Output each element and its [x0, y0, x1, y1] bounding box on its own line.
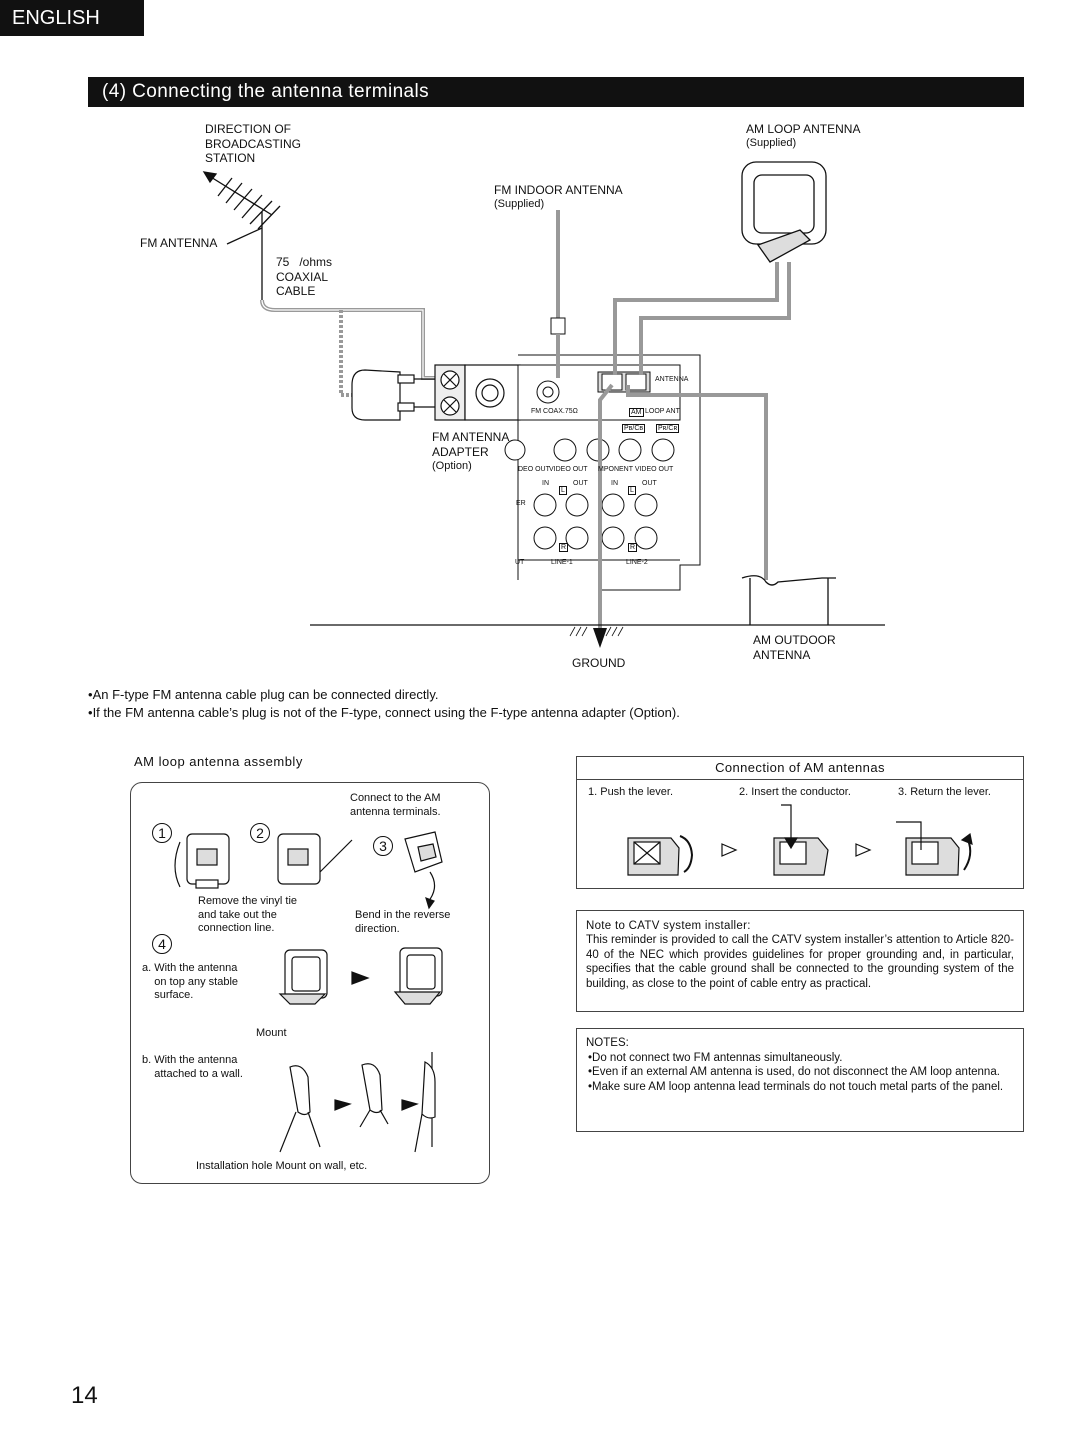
am-connection-illustration	[576, 800, 1024, 889]
am-outdoor-antenna	[742, 576, 836, 625]
panel-component-video-out: MPONENT VIDEO OUT	[598, 466, 674, 473]
note-item: • Make sure AM loop antenna lead terminals do not touch metal parts of the panel.	[586, 1080, 1014, 1095]
panel-fm-coax: FM COAX.75Ω	[531, 408, 578, 415]
panel-line1: LINE-1	[551, 559, 573, 566]
fm-antenna-label: FM ANTENNA	[140, 236, 218, 250]
panel-video-out-2: VIDEO OUT	[549, 466, 588, 473]
am-loop-supplied: (Supplied)	[746, 137, 797, 149]
am-step-3: 3. Return the lever.	[898, 786, 991, 798]
am-step-1: 1. Push the lever.	[588, 786, 673, 798]
fm-antenna-adapter	[435, 365, 520, 420]
am-loop-antenna-label: AM LOOP ANTENNA	[746, 122, 861, 136]
language-tab: ENGLISH	[0, 0, 144, 36]
bullet-item: • An F-type FM antenna cable plug can be connected directly.	[88, 686, 680, 704]
mount-label: Mount	[256, 1027, 287, 1039]
panel-r-2: R	[630, 544, 636, 551]
panel-ut: UT	[515, 559, 525, 566]
assembly-illustrations	[130, 782, 490, 1184]
fm-indoor-supplied: (Supplied)	[494, 198, 545, 210]
note-item: • Even if an external AM antenna is used, do not disconnect the AM loop antenna.	[586, 1065, 1014, 1080]
direction-label: DIRECTION OF BROADCASTING STATION	[205, 122, 302, 165]
am-loop-antenna	[742, 162, 826, 262]
catv-note-box	[576, 910, 1024, 1012]
panel-video-out-1: DEO OUT	[518, 466, 550, 473]
panel-l-1: L	[561, 487, 565, 494]
bend-label: Bend in the reverse direction.	[355, 909, 451, 935]
panel-pr-cr: Pʀ/Cʀ	[658, 425, 678, 432]
step-number: 2	[250, 823, 270, 843]
bullet-list	[88, 686, 680, 722]
coaxial-cable-label: 75 /ohms COAXIAL CABLE	[276, 255, 333, 298]
panel-out-2: OUT	[642, 480, 657, 487]
panel-out-1: OUT	[573, 480, 588, 487]
step-number: 1	[152, 823, 172, 843]
panel-in-2: IN	[611, 480, 618, 487]
remove-tie-label: Remove the vinyl tie and take out the connection line.	[198, 895, 298, 934]
panel-pb-cb: Pʙ/Cʙ	[624, 425, 644, 432]
am-connection-title: Connection of AM antennas	[576, 756, 1024, 780]
section-title: (4) Connecting the antenna terminals	[88, 77, 1024, 107]
panel-r-1: R	[561, 544, 567, 551]
page-number: 14	[71, 1382, 98, 1409]
fm-antenna-adapter-label: FM ANTENNA ADAPTER	[432, 430, 510, 459]
loop-antenna-icon	[422, 1062, 435, 1118]
loop-antenna-icon	[290, 1066, 310, 1115]
panel-line2: LINE-2	[626, 559, 648, 566]
option-a-label: a. With the antenna on top any stable surface.	[142, 962, 239, 1001]
panel-in-1: IN	[542, 480, 549, 487]
am-step-2: 2. Insert the conductor.	[739, 786, 851, 798]
connect-to-label: Connect to the AM antenna terminals.	[350, 792, 441, 818]
note-item: • Do not connect two FM antennas simultaneously.	[586, 1051, 1014, 1066]
panel-loop-ant: LOOP ANT.	[645, 408, 682, 415]
catv-note-body: This reminder is provided to call the CATV system installer’s attention to Article 820-40 of the NEC which provides guidelines for proper grounding and, in particular, specifies that the cable ground shall be connected to the grounding system of the building, as close to the point of cable entry as practical.	[586, 934, 1014, 990]
fm-indoor-antenna-label: FM INDOOR ANTENNA	[494, 183, 623, 197]
catv-note-title: Note to CATV system installer:	[586, 920, 751, 932]
panel-am: AM	[631, 409, 642, 416]
panel-er: ER	[516, 500, 526, 507]
antenna-connection-diagram	[0, 0, 1080, 690]
notes-title: NOTES:	[586, 1037, 629, 1049]
assembly-title: AM loop antenna assembly	[134, 754, 303, 769]
loop-antenna-icon	[362, 1064, 382, 1113]
am-outdoor-antenna-label: AM OUTDOOR ANTENNA	[753, 633, 836, 662]
ground-label: GROUND	[572, 656, 626, 670]
adapter-option: (Option)	[432, 460, 472, 472]
step-number: 4	[152, 934, 172, 954]
panel-antenna: ANTENNA	[655, 376, 689, 383]
assembly-footer: Installation hole Mount on wall, etc.	[196, 1160, 368, 1172]
notes-box	[576, 1028, 1024, 1132]
bullet-item: • If the FM antenna cable’s plug is not of the F-type, connect using the F-type antenna adapter (Option).	[88, 704, 680, 722]
step-number: 3	[373, 836, 393, 856]
option-b-label: b. With the antenna attached to a wall.	[142, 1054, 243, 1080]
panel-l-2: L	[630, 487, 634, 494]
